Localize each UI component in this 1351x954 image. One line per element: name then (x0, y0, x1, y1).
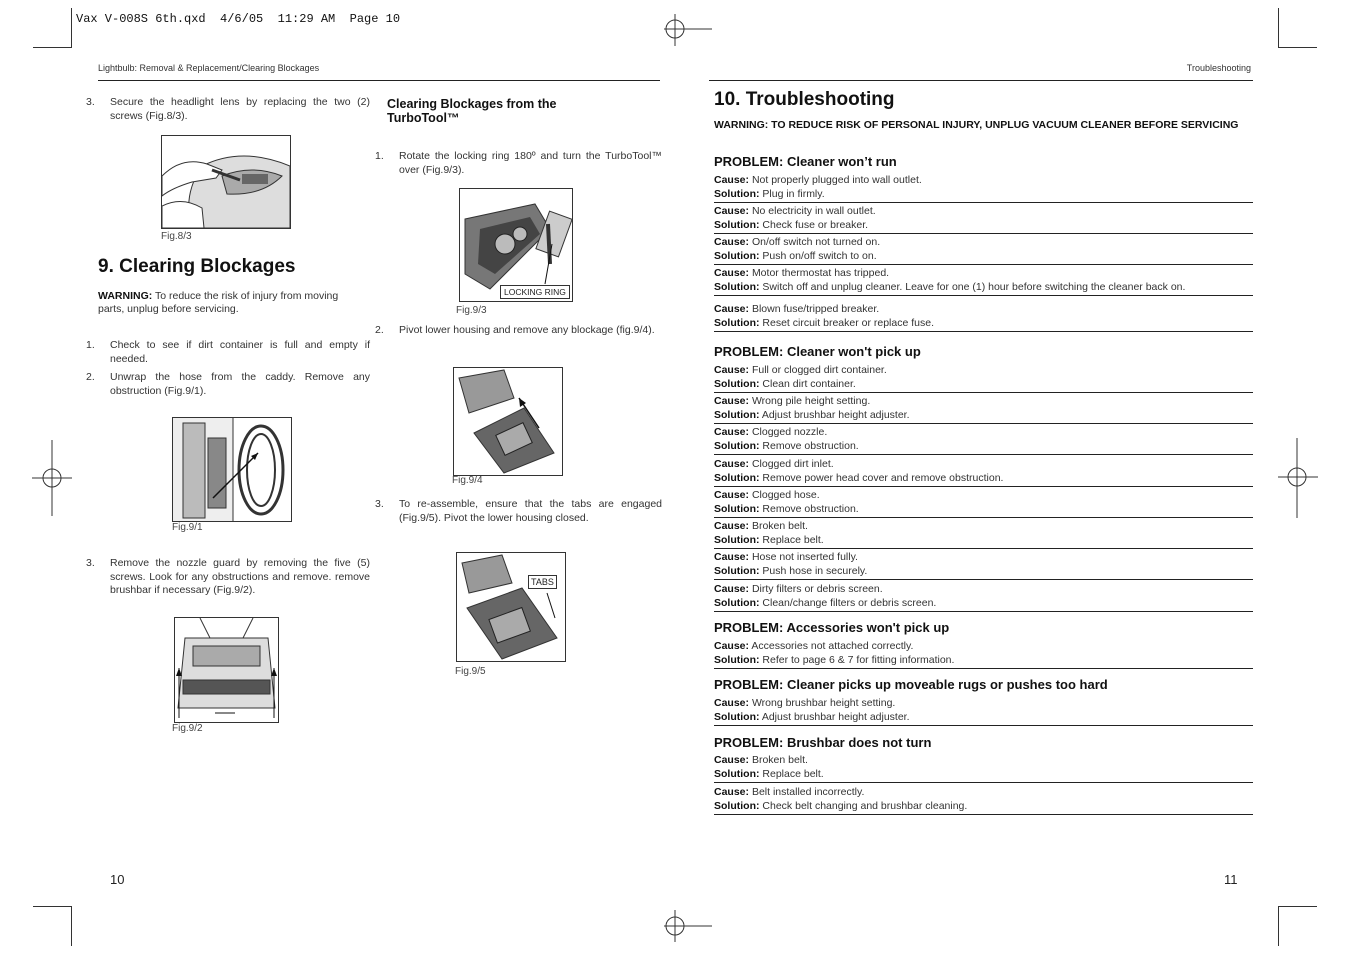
cause-text: Blown fuse/tripped breaker. (751, 303, 880, 315)
cause-label: Cause: (714, 551, 750, 563)
cause-solution-row (714, 236, 1253, 265)
cause-text: Wrong brushbar height setting. (751, 697, 896, 709)
cause-text: Clogged nozzle. (751, 426, 828, 438)
cause-solution-row (714, 640, 1253, 669)
cause-label: Cause: (714, 754, 750, 766)
solution-label: Solution: (714, 596, 760, 609)
fig-9-1-label: Fig.9/1 (172, 522, 203, 533)
cause-label: Cause: (714, 303, 750, 315)
solution-text: Remove obstruction. (762, 439, 859, 452)
cause-label: Cause: (714, 640, 750, 652)
solution-text: Check belt changing and brushbar cleaning. (762, 799, 968, 812)
cause-solution-row (714, 551, 1253, 580)
solution-text: Replace belt. (762, 767, 824, 780)
registration-mark-bottom (660, 910, 716, 942)
cause-label: Cause: (714, 697, 750, 709)
cause-label: Cause: (714, 174, 750, 186)
figure-9-1 (172, 417, 292, 522)
cause-text: Broken belt. (751, 520, 808, 532)
cause-text: Not properly plugged into wall outlet. (751, 174, 922, 186)
cause-text: Accessories not attached correctly. (751, 640, 914, 652)
tabs-callout: TABS (528, 575, 557, 589)
cause-solution-row (714, 267, 1253, 296)
cause-label: Cause: (714, 786, 750, 798)
hose-caddy-illustration (173, 418, 291, 521)
problem-heading: PROBLEM: Brushbar does not turn (714, 735, 932, 750)
registration-mark-top (660, 14, 716, 46)
solution-label: Solution: (714, 218, 760, 231)
fig-9-4-label: Fig.9/4 (452, 475, 483, 486)
solution-label: Solution: (714, 533, 760, 546)
cause-text: Clogged dirt inlet. (751, 458, 834, 470)
cause-solution-row (714, 520, 1253, 549)
solution-text: Check fuse or breaker. (762, 218, 869, 231)
solution-text: Reset circuit breaker or replace fuse. (762, 316, 934, 329)
solution-text: Remove power head cover and remove obstruction. (762, 471, 1004, 484)
tabs-illustration (457, 553, 565, 661)
step-pivot-lower-housing: 2. Pivot lower housing and remove any blockage (fig.9/4). (375, 324, 655, 336)
locking-ring-callout: LOCKING RING (500, 285, 570, 299)
step-check-dirt-container: 1. Check to see if dirt container is full and empty if needed. (86, 339, 370, 365)
fig-9-5-label: Fig.9/5 (455, 666, 486, 677)
solution-text: Plug in firmly. (762, 187, 825, 200)
cause-label: Cause: (714, 395, 750, 407)
solution-text: Adjust brushbar height adjuster. (761, 710, 910, 723)
cause-solution-row (714, 395, 1253, 424)
cause-text: Broken belt. (751, 754, 808, 766)
problem-heading: PROBLEM: Accessories won't pick up (714, 620, 950, 635)
solution-text: Adjust brushbar height adjuster. (761, 408, 910, 421)
headlight-screwdriver-illustration (162, 136, 290, 228)
solution-label: Solution: (714, 249, 760, 262)
troubleshooting-warning: WARNING: TO REDUCE RISK OF PERSONAL INJURY, UNPLUG VACUUM CLEANER BEFORE SERVICING (714, 119, 1239, 131)
cause-label: Cause: (714, 205, 750, 217)
solution-label: Solution: (714, 767, 760, 780)
cause-text: Dirty filters or debris screen. (751, 583, 883, 595)
pivot-housing-illustration (454, 368, 562, 475)
cause-text: No electricity in wall outlet. (751, 205, 876, 217)
cause-solution-row (714, 458, 1253, 487)
cause-text: Wrong pile height setting. (751, 395, 871, 407)
cause-text: Hose not inserted fully. (751, 551, 858, 563)
figure-9-4 (453, 367, 563, 476)
step-unwrap-hose: 2. Unwrap the hose from the caddy. Remove any obstruction (Fig.9/1). (86, 371, 370, 397)
cause-solution-row (714, 754, 1253, 783)
page-number-right: 11 (1224, 872, 1238, 887)
clearing-blockages-title: 9. Clearing Blockages (98, 256, 296, 277)
figure-8-3 (161, 135, 291, 229)
solution-label: Solution: (714, 471, 760, 484)
problem-heading: PROBLEM: Cleaner picks up moveable rugs or pushes too hard (714, 677, 1108, 692)
solution-label: Solution: (714, 377, 760, 390)
solution-text: Clean dirt container. (762, 377, 856, 390)
right-page-header: Troubleshooting (1186, 63, 1251, 73)
cause-solution-row (714, 364, 1253, 393)
solution-label: Solution: (714, 439, 760, 452)
page-number-left: 10 (110, 872, 125, 887)
cause-text: Motor thermostat has tripped. (751, 267, 890, 279)
cause-solution-row (714, 303, 1253, 332)
solution-text: Clean/change filters or debris screen. (762, 596, 937, 609)
cause-solution-row (714, 489, 1253, 518)
figure-9-5 (456, 552, 566, 662)
cause-text: Full or clogged dirt container. (751, 364, 887, 376)
cause-label: Cause: (714, 583, 750, 595)
solution-text: Push on/off switch to on. (762, 249, 877, 262)
figure-9-3 (459, 188, 573, 302)
file-slug: Vax V-008S 6th.qxd 4/6/05 11:29 AM Page 10 (76, 12, 401, 26)
left-page-header: Lightbulb: Removal & Replacement/Clearing Blockages (98, 63, 320, 73)
solution-text: Refer to page 6 & 7 for fitting information. (762, 653, 955, 666)
cause-text: Clogged hose. (751, 489, 820, 501)
cause-solution-row (714, 205, 1253, 234)
fig-9-3-label: Fig.9/3 (456, 305, 487, 316)
left-header-rule (98, 80, 660, 81)
fig-9-2-label: Fig.9/2 (172, 723, 203, 734)
cause-solution-row (714, 786, 1253, 815)
cause-label: Cause: (714, 267, 750, 279)
step-reassemble: 3. To re-assemble, ensure that the tabs are engaged (Fig.9/5). Pivot the lower housing closed. (375, 498, 662, 524)
problem-heading: PROBLEM: Cleaner won’t run (714, 154, 897, 169)
solution-text: Remove obstruction. (762, 502, 859, 515)
fig-8-3-label: Fig.8/3 (161, 231, 192, 242)
solution-label: Solution: (714, 408, 760, 421)
solution-label: Solution: (714, 564, 760, 577)
solution-label: Solution: (714, 502, 760, 515)
turbotool-section-title: Clearing Blockages from the TurboTool™ (387, 97, 557, 125)
solution-label: Solution: (714, 710, 760, 723)
registration-mark-left (32, 440, 72, 516)
solution-label: Solution: (714, 280, 760, 293)
cause-label: Cause: (714, 489, 750, 501)
cause-solution-row (714, 174, 1253, 203)
cause-text: Belt installed incorrectly. (751, 786, 865, 798)
cause-label: Cause: (714, 426, 750, 438)
solution-label: Solution: (714, 653, 760, 666)
cause-label: Cause: (714, 236, 750, 248)
cause-solution-row (714, 426, 1253, 455)
cause-label: Cause: (714, 458, 750, 470)
step-secure-headlight: 3. Secure the headlight lens by replacing the two (2) screws (Fig.8/3). (86, 96, 370, 122)
step-remove-nozzle-guard: 3. Remove the nozzle guard by removing the five (5) screws. Look for any obstructions and remove. remove brushbar if necessary (Fig.9/2). (86, 557, 370, 596)
nozzle-guard-illustration (175, 618, 278, 722)
cause-label: Cause: (714, 520, 750, 532)
problem-heading: PROBLEM: Cleaner won't pick up (714, 344, 921, 359)
solution-text: Replace belt. (762, 533, 824, 546)
registration-mark-right (1278, 438, 1318, 518)
clearing-blockages-warning: WARNING: To reduce the risk of injury from moving parts, unplug before servicing. (98, 290, 339, 315)
troubleshooting-title: 10. Troubleshooting (714, 89, 895, 110)
solution-label: Solution: (714, 799, 760, 812)
figure-9-2 (174, 617, 279, 723)
step-rotate-locking-ring: 1. Rotate the locking ring 180º and turn the TurboTool™ over (Fig.9/3). (375, 150, 662, 176)
cause-solution-row (714, 583, 1253, 612)
cause-solution-row (714, 697, 1253, 726)
solution-text: Switch off and unplug cleaner. Leave for one (1) hour before switching the cleaner back on. (762, 280, 1186, 293)
solution-text: Push hose in securely. (762, 564, 868, 577)
cause-text: On/off switch not turned on. (751, 236, 881, 248)
right-header-rule (709, 80, 1253, 81)
cause-label: Cause: (714, 364, 750, 376)
solution-label: Solution: (714, 187, 760, 200)
solution-label: Solution: (714, 316, 760, 329)
